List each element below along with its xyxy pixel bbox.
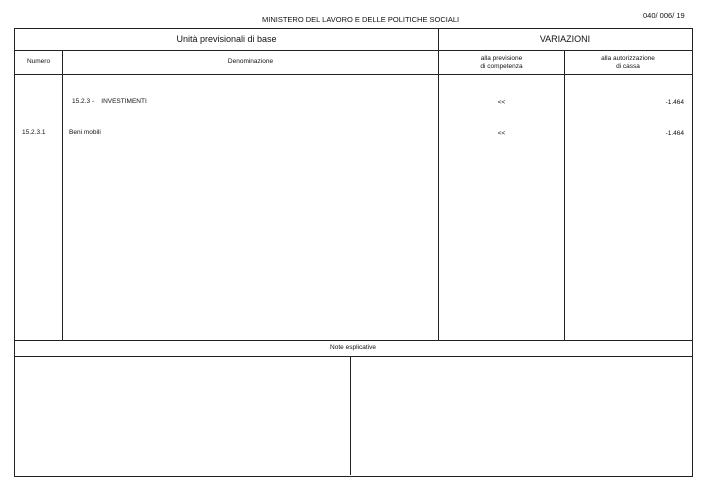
notes-area-left <box>15 357 350 475</box>
variazioni-divider <box>438 28 439 341</box>
column-header-competenza-line2: di competenza <box>480 63 523 70</box>
group-header-upb: Unità previsionali di base <box>176 34 277 44</box>
row-cassa: -1.464 <box>665 130 684 137</box>
header-divider-top <box>14 50 692 51</box>
header-divider-bottom <box>14 74 692 75</box>
row-cassa: -1.464 <box>665 99 684 106</box>
row-numero: 15.2.3.1 <box>22 129 46 136</box>
competenza-cassa-divider <box>564 51 565 341</box>
numero-column-divider <box>62 51 63 341</box>
column-header-cassa-line1: alla autorizzazione <box>601 55 655 62</box>
page-code: 040/ 006/ 19 <box>643 11 685 20</box>
row-competenza: << <box>497 99 506 106</box>
column-header-competenza-line1: alla previsione <box>480 55 523 62</box>
group-header-variazioni: VARIAZIONI <box>539 34 591 44</box>
column-header-numero: Numero <box>26 58 51 65</box>
column-header-denominazione: Denominazione <box>227 58 274 65</box>
body-bottom-line <box>14 340 692 341</box>
ministry-title: MINISTERO DEL LAVORO E DELLE POLITICHE SOCIALI <box>262 15 460 24</box>
column-header-cassa-line2: di cassa <box>616 63 640 70</box>
row-denominazione: Beni mobili <box>69 129 101 136</box>
row-denominazione: 15.2.3 - INVESTIMENTI <box>72 98 147 105</box>
row-competenza: << <box>497 130 506 137</box>
notes-area-right <box>351 357 691 475</box>
notes-title: Note esplicative <box>330 344 376 351</box>
